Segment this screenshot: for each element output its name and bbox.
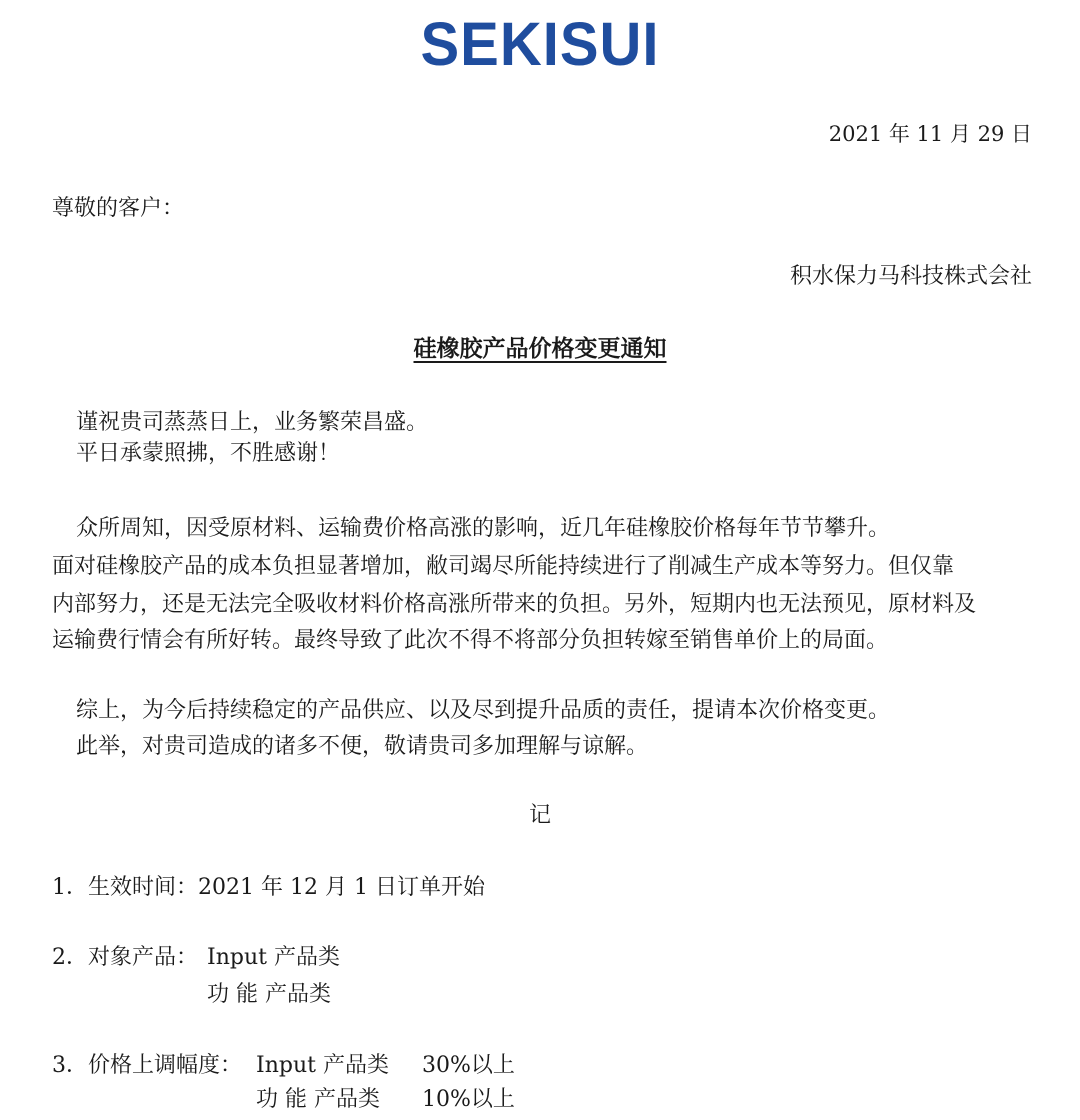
greeting-line-2: 平日承蒙照拂，不胜感谢！: [76, 441, 341, 466]
item-increase-input-value: 30%以上: [422, 1053, 515, 1078]
item-increase-function-value: 10%以上: [422, 1087, 515, 1112]
item-target-function: 功 能 产品类: [207, 982, 331, 1007]
item-increase-input-name: Input 产品类: [256, 1053, 389, 1078]
sekisui-logo: SEKISUI: [420, 10, 660, 79]
document-date: 2021 年 11 月 29 日: [828, 122, 1032, 146]
greeting-line-1: 谨祝贵司蒸蒸日上，业务繁荣昌盛。: [76, 410, 429, 435]
conclusion-line-2: 此举，对贵司造成的诸多不便，敬请贵司多加理解与谅解。: [76, 734, 649, 759]
item-target-label: 2．对象产品：: [52, 945, 198, 970]
conclusion-line-1: 综上，为今后持续稳定的产品供应、以及尽到提升品质的责任，提请本次价格变更。: [76, 698, 891, 723]
body-line-4: 运输费行情会有所好转。最终导致了此次不得不将部分负担转嫁至销售单价上的局面。: [52, 628, 889, 653]
notice-title: [0, 337, 1080, 360]
item-increase-function-name: 功 能 产品类: [256, 1087, 380, 1112]
body-line-3: 内部努力，还是无法完全吸收材料价格高涨所带来的负担。另外，短期内也无法预见，原材料及: [52, 592, 977, 617]
item-target-input: Input 产品类: [207, 945, 340, 970]
company-name: 积水保力马科技株式会社: [789, 264, 1032, 289]
item-increase-label: 3．价格上调幅度：: [52, 1053, 242, 1078]
item-effective-date: 1．生效时间：2021 年 12 月 1 日订单开始: [52, 875, 485, 900]
notice-title-text: 硅橡胶产品价格变更通知: [413, 335, 667, 362]
body-line-1: 众所周知，因受原材料、运输费价格高涨的影响，近几年硅橡胶价格每年节节攀升。: [76, 516, 891, 541]
salutation: 尊敬的客户：: [52, 196, 185, 221]
body-line-2: 面对硅橡胶产品的成本负担显著增加，敝司竭尽所能持续进行了削减生产成本等努力。但仅靠: [52, 554, 955, 579]
record-mark: 记: [528, 803, 551, 828]
